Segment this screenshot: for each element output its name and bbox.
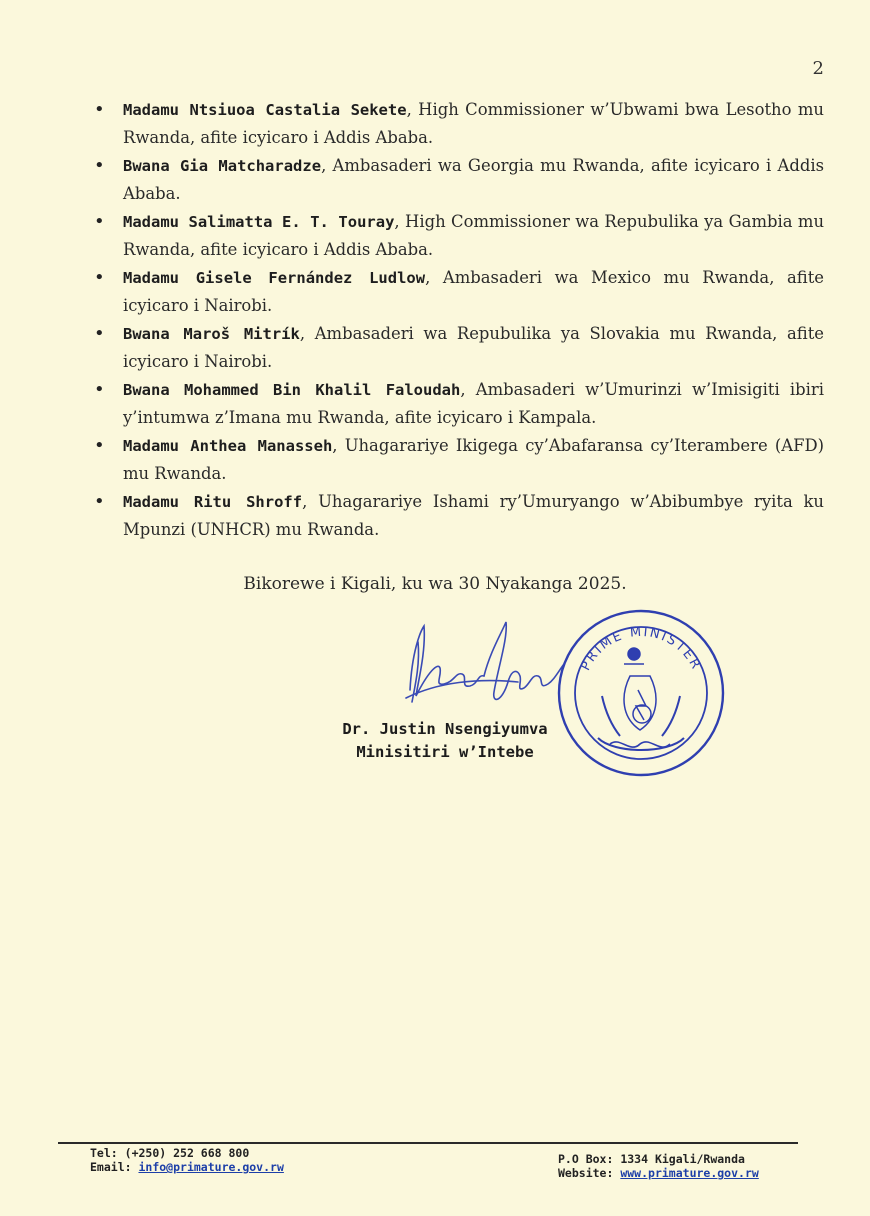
appointee-name: Madamu Salimatta E. T. Touray (123, 213, 395, 231)
email-link[interactable]: info@primature.gov.rw (138, 1160, 284, 1174)
signer-block (280, 718, 610, 764)
appointee-name: Bwana Gia Matcharadze (123, 157, 322, 175)
list-item (94, 320, 824, 375)
list-item (94, 488, 824, 543)
footer-divider (58, 1142, 798, 1144)
appointee-description: , Ambasaderi w’Umurinzi w’Imisigiti ibiri y’intumwa z’Imana mu Rwanda, afite icyicaro i Kampala. (123, 380, 824, 427)
list-item (94, 376, 824, 431)
appointee-name: Bwana Maroš Mitrík (123, 325, 300, 343)
appointee-name: Madamu Ntsiuoa Castalia Sekete (123, 101, 407, 119)
appointee-name: Bwana Mohammed Bin Khalil Faloudah (123, 381, 461, 399)
appointee-description: , High Commissioner wa Repubulika ya Gambia mu Rwanda, afite icyicaro i Addis Ababa. (123, 212, 825, 259)
pobox-value: 1334 Kigali/Rwanda (620, 1152, 745, 1166)
appointments-list (94, 96, 824, 544)
footer-address (558, 1152, 759, 1180)
footer-contact (90, 1146, 284, 1174)
seal-text: PRIME MINISTER (578, 624, 704, 674)
signer-name: Dr. Justin Nsengiyumva (342, 720, 548, 738)
appointee-name: Madamu Gisele Fernández Ludlow (123, 269, 426, 287)
website-link[interactable]: www.primature.gov.rw (620, 1166, 759, 1180)
appointee-name: Madamu Ritu Shroff (123, 493, 303, 511)
appointee-description: , Ambasaderi wa Georgia mu Rwanda, afite icyicaro i Addis Ababa. (123, 156, 825, 203)
appointee-description: , Uhagarariye Ikigega cy’Abafaransa cy’Iterambere (AFD) mu Rwanda. (123, 436, 824, 483)
appointee-name: Madamu Anthea Manasseh (123, 437, 333, 455)
appointee-description: , Uhagarariye Ishami ry’Umuryango w’Abibumbye ryita ku Mpunzi (UNHCR) mu Rwanda. (123, 492, 824, 539)
list-item (94, 152, 824, 207)
signer-title: Minisitiri w’Intebe (356, 743, 534, 761)
list-item (94, 96, 824, 151)
svg-text:PRIME MINISTER (578, 625, 703, 673)
appointee-description: , High Commissioner w’Ubwami bwa Lesotho mu Rwanda, afite icyicaro i Addis Ababa. (123, 100, 824, 147)
page-number: 2 (812, 58, 824, 79)
list-item (94, 432, 824, 487)
email-label: Email: (90, 1160, 132, 1174)
appointee-description: , Ambasaderi wa Repubulika ya Slovakia mu Rwanda, afite icyicaro i Nairobi. (123, 324, 824, 371)
appointee-description: , Ambasaderi wa Mexico mu Rwanda, afite icyicaro i Nairobi. (123, 268, 824, 315)
tel-label: Tel: (90, 1146, 118, 1160)
website-label: Website: (558, 1166, 614, 1180)
list-item (94, 208, 824, 263)
place-date: Bikorewe i Kigali, ku wa 30 Nyakanga 2025. (243, 574, 627, 594)
list-item (94, 264, 824, 319)
signature (398, 612, 578, 722)
tel-value: (+250) 252 668 800 (124, 1146, 250, 1160)
pobox-label: P.O Box: (558, 1152, 614, 1166)
